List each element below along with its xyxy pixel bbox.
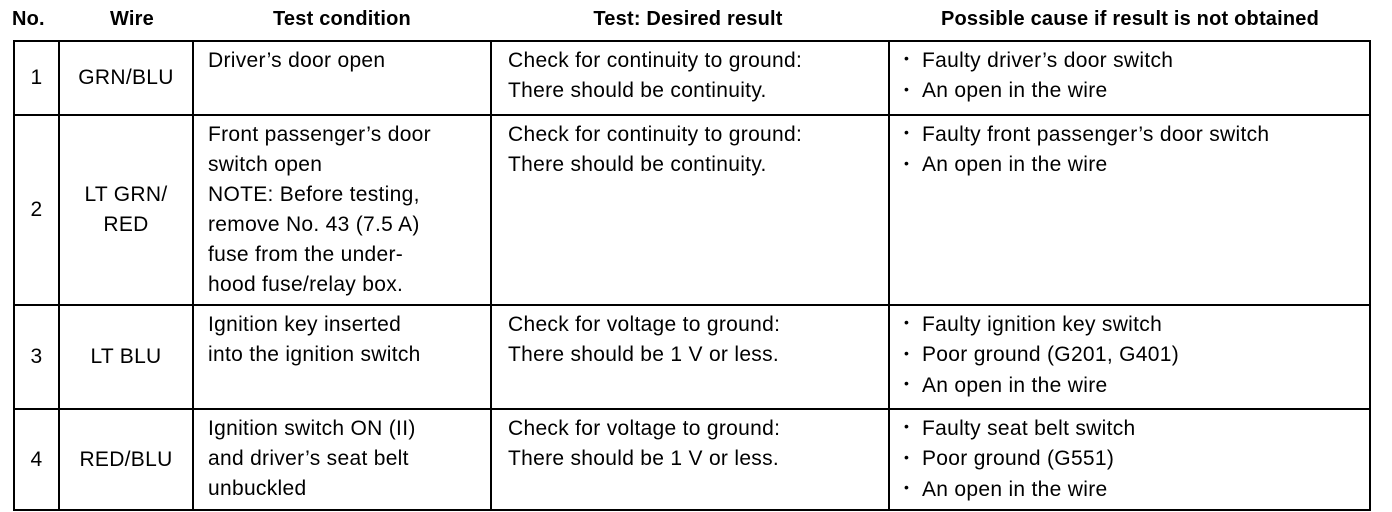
test-condition [193, 41, 491, 115]
bullet-icon: • [904, 80, 910, 97]
wire-line: RED [103, 213, 149, 236]
wire-color: LT BLU [59, 305, 193, 409]
cause-item [904, 46, 1361, 76]
bullet-icon: • [904, 448, 910, 465]
cause-text: An open in the wire [922, 477, 1108, 501]
result-line: There should be continuity. [508, 153, 767, 176]
condition-line: into the ignition switch [208, 343, 421, 366]
wire-color: RED/BLU [59, 409, 193, 510]
condition-line: Ignition switch ON (II) [208, 417, 416, 440]
condition-line: Front passenger’s door [208, 123, 431, 146]
cause-text: Faulty seat belt switch [922, 417, 1136, 440]
row-number: 4 [14, 409, 59, 510]
test-condition [193, 409, 491, 510]
cause-item [904, 444, 1361, 474]
bullet-icon: • [904, 479, 910, 496]
cause-item [904, 76, 1361, 106]
bullet-icon: • [904, 375, 910, 392]
condition-line: Ignition key inserted [208, 313, 402, 336]
cause-item [904, 310, 1361, 340]
header-possible-cause: Possible cause if result is not obtained [940, 8, 1320, 30]
condition-line: Driver’s door open [208, 49, 386, 72]
cause-text: An open in the wire [922, 79, 1108, 103]
bullet-icon: • [904, 50, 910, 67]
result-line: There should be continuity. [508, 79, 767, 102]
bullet-icon: • [904, 124, 910, 141]
table-row [14, 115, 1370, 305]
possible-causes [889, 115, 1370, 305]
wire-color [59, 115, 193, 305]
possible-causes [889, 409, 1370, 510]
header-wire: Wire [110, 8, 154, 30]
bullet-icon: • [904, 314, 910, 331]
row-number: 3 [14, 305, 59, 409]
cause-item [904, 150, 1361, 180]
cause-item [904, 371, 1361, 401]
cause-text: Poor ground (G551) [922, 447, 1115, 471]
test-table [13, 40, 1371, 511]
wire-line: LT GRN/ [84, 183, 168, 206]
cause-item [904, 475, 1361, 505]
desired-result [491, 115, 889, 305]
cause-item [904, 120, 1361, 150]
row-number: 1 [14, 41, 59, 115]
desired-result [491, 305, 889, 409]
result-line: There should be 1 V or less. [508, 447, 780, 470]
desired-result [491, 41, 889, 115]
bullet-icon: • [904, 418, 910, 435]
wire-color: GRN/BLU [59, 41, 193, 115]
row-number: 2 [14, 115, 59, 305]
result-line: There should be 1 V or less. [508, 343, 780, 366]
bullet-icon: • [904, 154, 910, 171]
cause-text: An open in the wire [922, 153, 1108, 177]
condition-line: remove No. 43 (7.5 A) [208, 213, 420, 236]
possible-causes [889, 41, 1370, 115]
test-condition [193, 305, 491, 409]
table-row [14, 409, 1370, 510]
condition-line: and driver’s seat belt [208, 447, 409, 470]
result-line: Check for voltage to ground: [508, 417, 781, 440]
header-test-condition: Test condition [273, 8, 411, 30]
condition-line: NOTE: Before testing, [208, 183, 420, 206]
condition-line: unbuckled [208, 477, 307, 500]
header-desired-result: Test: Desired result [593, 8, 783, 30]
cause-item [904, 414, 1361, 444]
cause-text: An open in the wire [922, 373, 1108, 397]
cause-text: Poor ground (G201, G401) [922, 343, 1180, 367]
condition-line: switch open [208, 153, 323, 176]
table-row [14, 41, 1370, 115]
cause-item [904, 340, 1361, 370]
cause-text: Faulty front passenger’s door switch [922, 123, 1270, 146]
cause-text: Faulty ignition key switch [922, 313, 1163, 336]
result-line: Check for continuity to ground: [508, 123, 803, 146]
condition-line: fuse from the under- [208, 243, 404, 266]
cause-text: Faulty driver’s door switch [922, 49, 1174, 72]
table-row [14, 305, 1370, 409]
header-no: No. [12, 8, 45, 30]
possible-causes [889, 305, 1370, 409]
test-condition [193, 115, 491, 305]
desired-result [491, 409, 889, 510]
result-line: Check for voltage to ground: [508, 313, 781, 336]
bullet-icon: • [904, 344, 910, 361]
result-line: Check for continuity to ground: [508, 49, 803, 72]
condition-line: hood fuse/relay box. [208, 273, 404, 296]
